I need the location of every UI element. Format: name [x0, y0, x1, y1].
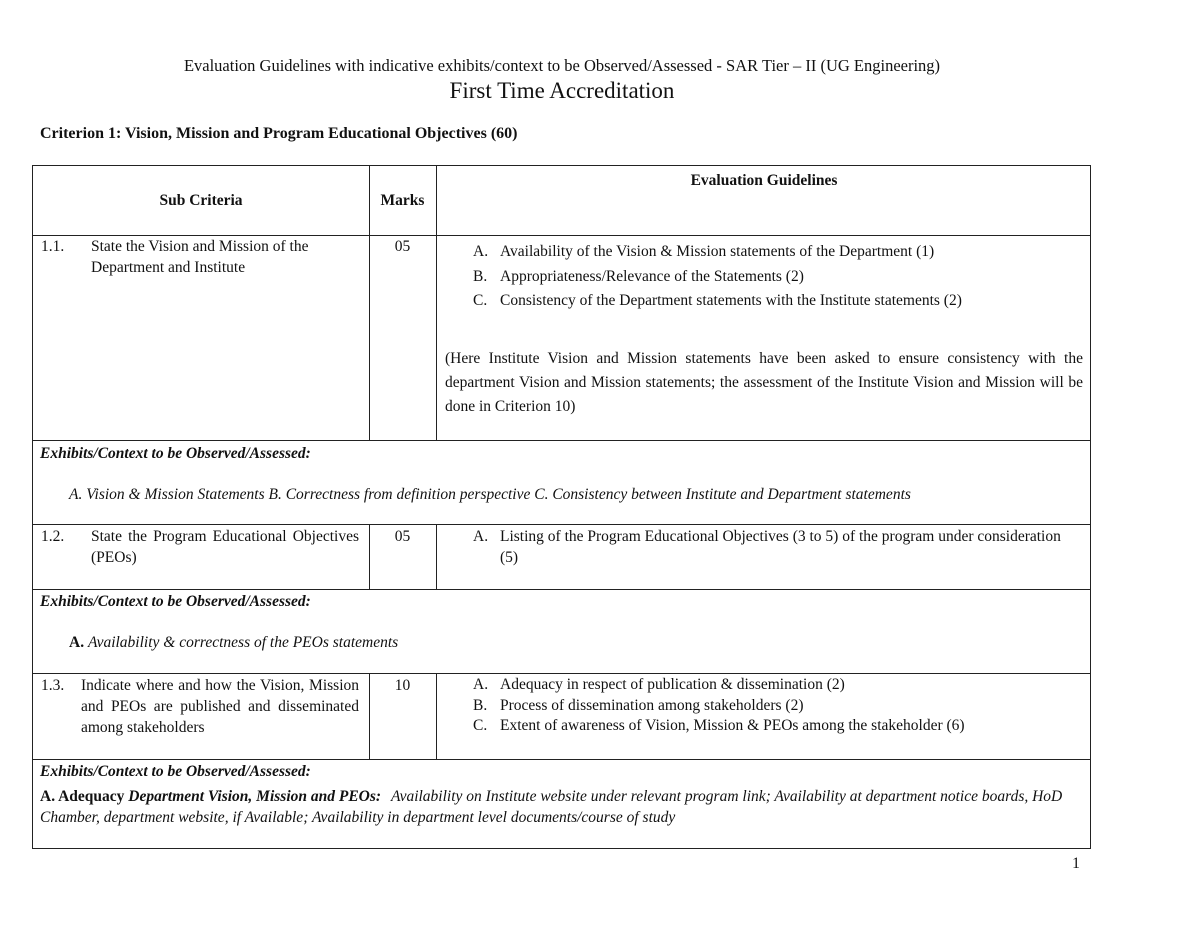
guideline-list — [473, 526, 1073, 568]
column-header-sub-criteria: Sub Criteria — [159, 192, 243, 209]
table-rule — [33, 673, 1090, 674]
exhibits-heading: Department Vision, Mission and PEOs: — [128, 788, 382, 805]
criteria-number: 1.1. — [41, 238, 65, 255]
sub-criteria-text: Indicate where and how the Vision, Mission and PEOs are published and disseminated among stakeholders — [81, 677, 359, 736]
table-rule — [33, 759, 1090, 760]
guideline-item: Availability of the Vision & Mission statements of the Department (1) — [500, 243, 935, 260]
page-number: 1 — [1072, 855, 1080, 872]
guideline-letter: C. — [473, 717, 488, 734]
criteria-number: 1.3. — [41, 677, 65, 694]
exhibits-content: Availability on Institute website under relevant program link; Availability at department notice boards, HoD Chamber, department website, if Available; Availability in department level documents/course of study — [40, 788, 1063, 826]
table-column-rule — [436, 524, 437, 589]
guideline-letter: A. — [473, 528, 489, 545]
criterion-heading: Criterion 1: Vision, Mission and Program Educational Objectives (60) — [40, 125, 518, 142]
exhibits-text: A. Vision & Mission Statements B. Correctness from definition perspective C. Consistency between Institute and Department statements — [69, 486, 911, 503]
sub-criteria-text: State the Vision and Mission of the Department and Institute — [91, 238, 309, 276]
sub-criteria-1-3 — [41, 675, 359, 738]
guideline-item: Process of dissemination among stakeholders (2) — [500, 696, 804, 714]
exhibits-letter: A. — [69, 634, 85, 651]
guideline-letter: A. — [473, 243, 489, 260]
guideline-item: Adequacy in respect of publication & dissemination (2) — [500, 676, 845, 693]
exhibits-content: Availability & correctness of the PEOs statements — [87, 634, 399, 651]
document-title: First Time Accreditation — [449, 78, 675, 103]
column-header-guidelines: Evaluation Guidelines — [690, 172, 838, 189]
guideline-item: Extent of awareness of Vision, Mission & PEOs among the stakeholder (6) — [500, 717, 965, 734]
guideline-list — [473, 240, 1038, 314]
sub-criteria-text: State the Program Educational Objectives (PEOs) — [91, 528, 359, 566]
guideline-item: Consistency of the Department statements with the Institute statements (2) — [500, 292, 962, 309]
table-rule — [33, 440, 1090, 441]
guideline-item: Listing of the Program Educational Objectives (3 to 5) of the program under consideration (5) — [500, 528, 1061, 566]
exhibits-label: Exhibits/Context to be Observed/Assessed: — [40, 445, 311, 462]
table-column-rule — [436, 673, 437, 759]
marks-value: 05 — [394, 238, 411, 255]
exhibits-prefix: A. Adequacy — [40, 788, 125, 805]
marks-value: 10 — [394, 677, 411, 694]
guideline-note: (Here Institute Vision and Mission statements have been asked to ensure consistency with the department Vision and Mission statements; the assessment of the Institute Vision and Mission will be done in Criterion 10) — [445, 350, 1083, 415]
marks-value: 05 — [394, 528, 411, 545]
exhibits-label: Exhibits/Context to be Observed/Assessed: — [40, 593, 311, 610]
guideline-letter: C. — [473, 292, 488, 309]
evaluation-table — [32, 165, 1091, 849]
exhibits-text — [69, 632, 398, 653]
table-column-rule — [436, 166, 437, 440]
guideline-letter: A. — [473, 676, 489, 693]
criteria-number: 1.2. — [41, 528, 65, 545]
guideline-list — [473, 675, 1083, 737]
table-rule — [33, 524, 1090, 525]
document-subtitle: Evaluation Guidelines with indicative exhibits/context to be Observed/Assessed - SAR Tier – II (UG Engineering) — [183, 56, 941, 75]
exhibits-label: Exhibits/Context to be Observed/Assessed: — [40, 763, 311, 780]
table-rule — [33, 589, 1090, 590]
guideline-item: Appropriateness/Relevance of the Statements (2) — [500, 267, 804, 285]
column-header-marks: Marks — [380, 192, 425, 209]
exhibits-text — [40, 786, 1080, 828]
sub-criteria-1-1 — [41, 236, 359, 278]
guideline-letter: B. — [473, 267, 488, 285]
sub-criteria-1-2 — [41, 526, 359, 568]
guideline-letter: B. — [473, 696, 488, 714]
